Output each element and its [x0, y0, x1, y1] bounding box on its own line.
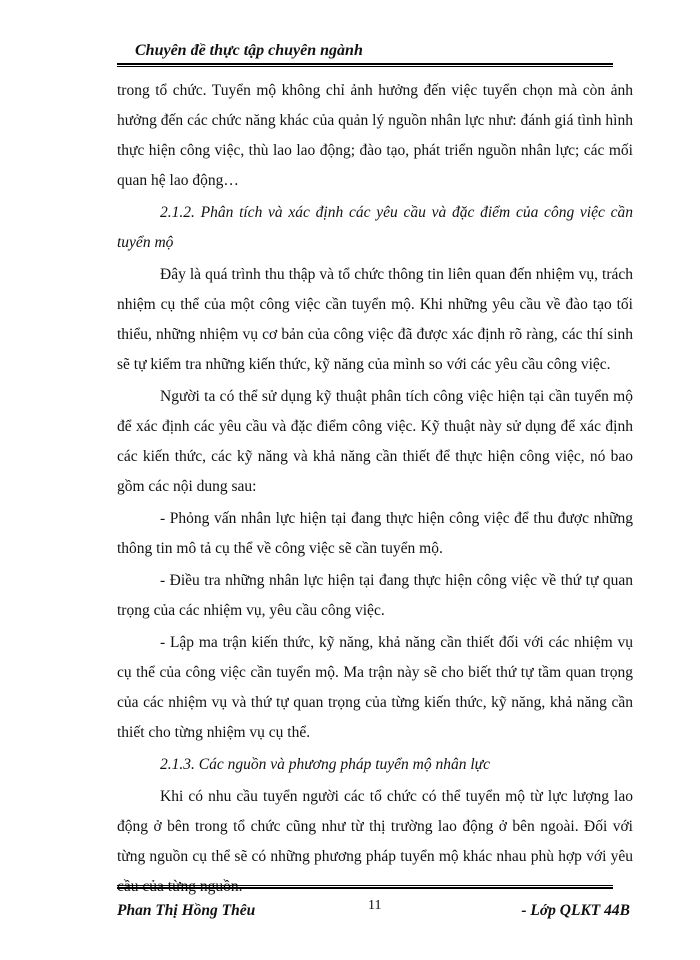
document-header-title: Chuyên đề thực tập chuyên ngành — [135, 42, 363, 59]
bullet-item: - Điều tra những nhân lực hiện tại đang thực hiện công việc về thứ tự quan trọng của các nhiệm vụ, yêu cầu công việc. — [117, 572, 633, 619]
document-body — [117, 76, 633, 904]
footer-author: Phan Thị Hồng Thêu — [117, 902, 256, 919]
footer-class-label: - Lớp QLKT 44B — [521, 902, 630, 919]
footer-divider — [117, 885, 613, 889]
bullet-item: - Phỏng vấn nhân lực hiện tại đang thực hiện công việc để thu được những thông tin mô tả cụ thể về công việc sẽ cần tuyển mộ. — [117, 510, 633, 557]
page-number: 11 — [368, 898, 382, 913]
header-divider — [117, 63, 613, 67]
section-heading-2-1-3: 2.1.3. Các nguồn và phương pháp tuyển mộ nhân lực — [160, 756, 490, 773]
bullet-item: - Lập ma trận kiến thức, kỹ năng, khả năng cần thiết đối với các nhiệm vụ cụ thể của công việc cần tuyển mộ. Ma trận này sẽ cho biết thứ tự tầm quan trọng của các nhiệm vụ và thứ tự quan trọng của từng kiến thức, kỹ năng, khả năng cần thiết cho từng nhiệm vụ cụ thể. — [117, 634, 633, 741]
section-heading-2-1-2: 2.1.2. Phân tích và xác định các yêu cầu và đặc điểm của công việc cần tuyển mộ — [117, 204, 633, 251]
paragraph: Người ta có thể sử dụng kỹ thuật phân tích công việc hiện tại cần tuyển mộ để xác định các yêu cầu và đặc điểm công việc. Kỹ thuật này sử dụng để xác định các kiến thức, các kỹ năng và khả năng cần thiết để thực hiện công việc, nó bao gồm các nội dung sau: — [117, 388, 633, 495]
paragraph: Khi có nhu cầu tuyển người các tổ chức có thể tuyển mộ từ lực lượng lao động ở bên trong tổ chức cũng như từ thị trường lao động ở bên ngoài. Đối với từng nguồn cụ thể sẽ có những phương pháp tuyển mộ khác nhau phù hợp với yêu cầu của từng nguồn. — [117, 788, 633, 895]
paragraph: trong tổ chức. Tuyển mộ không chỉ ảnh hưởng đến việc tuyển chọn mà còn ảnh hưởng đến các chức năng khác của quản lý nguồn nhân lực như: đánh giá tình hình thực hiện công việc, thù lao lao động; đào tạo, phát triển nguồn nhân lực; các mối quan hệ lao động… — [117, 82, 633, 189]
paragraph: Đây là quá trình thu thập và tổ chức thông tin liên quan đến nhiệm vụ, trách nhiệm cụ thể của một công việc cần tuyển mộ. Khi những yêu cầu về đào tạo tối thiểu, những nhiệm vụ cơ bản của công việc đã được xác định rõ ràng, các thí sinh sẽ tự kiểm tra những kiến thức, kỹ năng của mình so với các yêu cầu công việc. — [117, 266, 633, 373]
